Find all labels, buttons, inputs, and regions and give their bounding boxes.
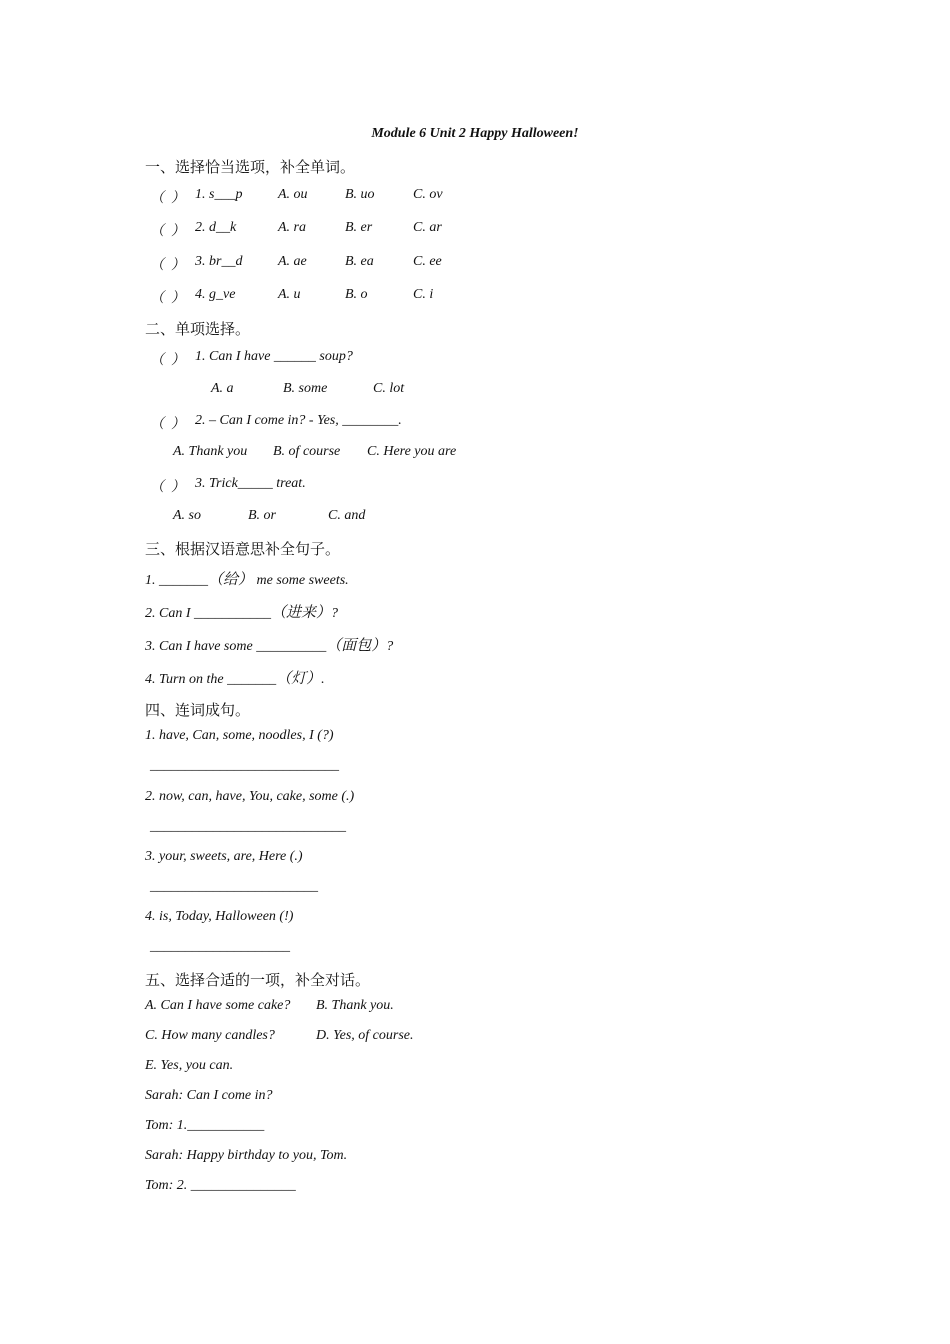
dialogue-option-row [145, 1028, 465, 1046]
option-a: A. Thank you [173, 444, 248, 459]
answer-blank: ________________________ [150, 879, 318, 894]
question-text: 3. Trick_____ treat. [195, 476, 306, 491]
dialogue-line: Sarah: Happy birthday to you, Tom. [145, 1148, 348, 1163]
section2-heading: 二、单项选择。 [145, 320, 251, 338]
answer-blank: ____________________ [150, 939, 290, 954]
answer-blank: ____________________________ [150, 819, 346, 834]
section3-item [145, 601, 338, 622]
option-b: B. uo [345, 187, 375, 202]
option-c: C. and [328, 508, 366, 523]
sentence-start: 1. _______ [145, 573, 208, 588]
answer-paren-close: ） [171, 290, 185, 306]
chinese-hint: （进来） [271, 603, 332, 621]
sentence-start: 4. Turn on the _______ [145, 672, 277, 687]
option-c: C. ov [413, 187, 443, 202]
section1-heading: 一、选择恰当选项，补全单词。 [145, 158, 356, 176]
dialogue-line: Sarah: Can I come in? [145, 1088, 273, 1103]
option-a: A. ra [278, 220, 306, 235]
answer-paren-open: （ [150, 257, 164, 273]
dialogue-option: C. How many candles? [145, 1028, 275, 1043]
section3-item [145, 667, 325, 688]
dialogue-option: B. Thank you. [316, 998, 394, 1013]
option-c: C. i [413, 287, 434, 302]
answer-paren-close: ） [171, 479, 185, 495]
sentence-start: 2. Can I ___________ [145, 606, 271, 621]
section1-item [145, 287, 465, 305]
section1-item [145, 254, 465, 272]
dialogue-line: Tom: 1.___________ [145, 1118, 265, 1133]
option-b: B. er [345, 220, 373, 235]
option-c: C. ee [413, 254, 442, 269]
answer-paren-open: （ [150, 290, 164, 306]
section2-options [145, 444, 485, 462]
question-text: 4. g_ve [195, 287, 236, 302]
option-a: A. u [278, 287, 301, 302]
dialogue-option: E. Yes, you can. [145, 1058, 234, 1073]
option-a: A. so [173, 508, 201, 523]
option-c: C. ar [413, 220, 442, 235]
answer-paren-open: （ [150, 416, 164, 432]
option-a: A. ou [278, 187, 308, 202]
answer-paren-close: ） [171, 416, 185, 432]
option-b: B. or [248, 508, 276, 523]
sentence-end: me some sweets. [253, 573, 349, 588]
section2-question [145, 476, 465, 494]
chinese-hint: （给） [208, 570, 254, 588]
chinese-hint: （灯） [276, 669, 322, 687]
section2-question [145, 349, 465, 367]
option-a: A. ae [278, 254, 307, 269]
section1-item [145, 187, 465, 205]
section3-heading: 三、根据汉语意思补全句子。 [145, 540, 341, 558]
dialogue-option-row [145, 998, 465, 1016]
section4-heading: 四、连词成句。 [145, 701, 251, 719]
answer-paren-open: （ [150, 479, 164, 495]
sentence-end: ? [386, 639, 394, 654]
section3-item [145, 634, 393, 655]
answer-paren-open: （ [150, 223, 164, 239]
sentence-end: . [321, 672, 325, 687]
option-b: B. o [345, 287, 368, 302]
dialogue-line: Tom: 2. _______________ [145, 1178, 296, 1193]
question-text: 2. – Can I come in? - Yes, ________. [195, 413, 402, 428]
section3-item [145, 568, 349, 589]
answer-paren-close: ） [171, 223, 185, 239]
answer-paren-open: （ [150, 190, 164, 206]
option-c: C. lot [373, 381, 405, 396]
sentence-start: 3. Can I have some __________ [145, 639, 327, 654]
option-b: B. ea [345, 254, 374, 269]
section2-options [145, 508, 465, 526]
answer-blank: ___________________________ [150, 758, 339, 773]
section4-question: 1. have, Can, some, noodles, I (?) [145, 728, 334, 743]
section5-heading: 五、选择合适的一项，补全对话。 [145, 971, 371, 989]
chinese-hint: （面包） [326, 636, 387, 654]
option-b: B. some [283, 381, 328, 396]
answer-paren-close: ） [171, 257, 185, 273]
question-text: 2. d__k [195, 220, 237, 235]
section2-question [145, 413, 465, 431]
question-text: 1. Can I have ______ soup? [195, 349, 353, 364]
question-text: 1. s___p [195, 187, 243, 202]
section4-question: 4. is, Today, Halloween (!) [145, 909, 294, 924]
answer-paren-open: （ [150, 352, 164, 368]
worksheet-title: Module 6 Unit 2 Happy Halloween! [371, 126, 579, 141]
question-text: 3. br__d [195, 254, 243, 269]
option-a: A. a [211, 381, 234, 396]
dialogue-option: A. Can I have some cake? [145, 998, 291, 1013]
dialogue-option: D. Yes, of course. [316, 1028, 414, 1043]
answer-paren-close: ） [171, 190, 185, 206]
section1-item [145, 220, 465, 238]
option-b: B. of course [273, 444, 341, 459]
section4-question: 3. your, sweets, are, Here (.) [145, 849, 303, 864]
section4-question: 2. now, can, have, You, cake, some (.) [145, 789, 355, 804]
answer-paren-close: ） [171, 352, 185, 368]
section2-options [145, 381, 465, 399]
sentence-end: ? [331, 606, 339, 621]
option-c: C. Here you are [367, 444, 457, 459]
